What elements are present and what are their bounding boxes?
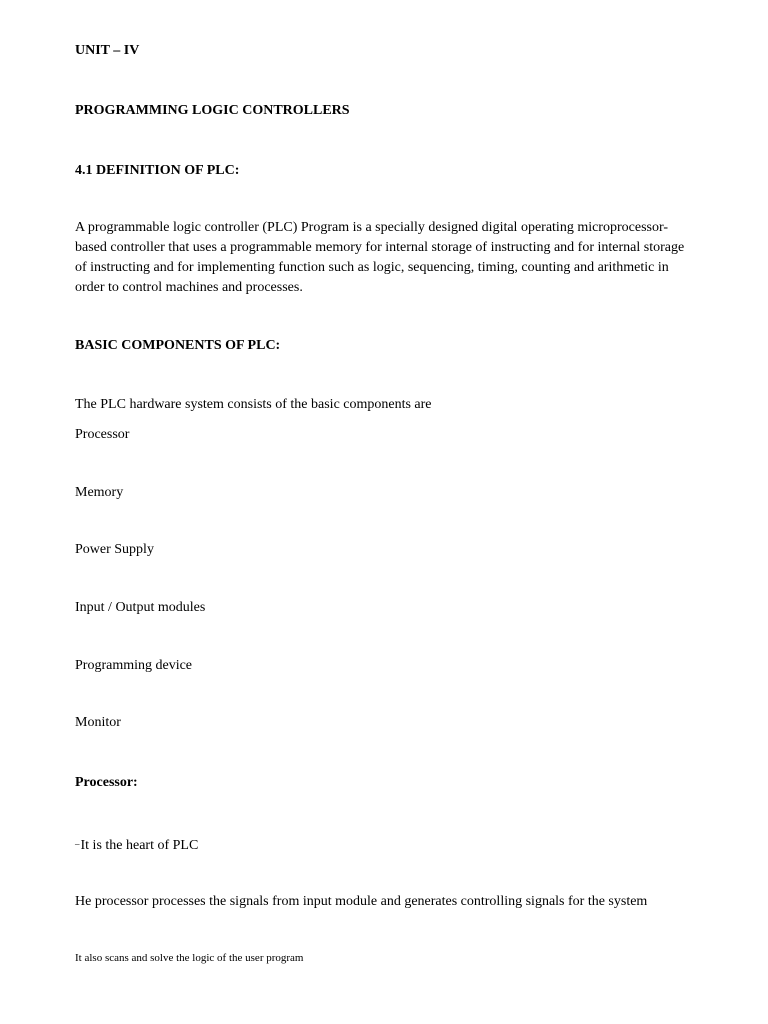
definition-line: order to control machines and processes. <box>75 280 303 295</box>
section-heading: 4.1 DEFINITION OF PLC: <box>75 163 240 178</box>
component-item: Memory <box>75 485 124 500</box>
component-item: Processor <box>75 427 130 442</box>
components-heading: BASIC COMPONENTS OF PLC: <box>75 338 281 353</box>
processor-heading: Processor: <box>75 775 138 790</box>
unit-heading: UNIT – IV <box>75 43 140 58</box>
definition-line: A programmable logic controller (PLC) Program is a specially designed digital operating microprocessor- <box>75 220 669 235</box>
component-item: Input / Output modules <box>75 600 206 615</box>
definition-line: of instructing and for implementing function such as logic, sequencing, timing, counting and arithmetic in <box>75 260 669 275</box>
chapter-title: PROGRAMMING LOGIC CONTROLLERS <box>75 103 350 118</box>
component-item: Monitor <box>75 715 121 730</box>
processor-scan-note: It also scans and solve the logic of the user program <box>75 952 304 964</box>
components-intro: The PLC hardware system consists of the basic components are <box>75 397 432 412</box>
bullet-mark: – <box>75 839 80 849</box>
definition-line: based controller that uses a programmable memory for internal storage of instructing and for internal storage <box>75 240 685 255</box>
processor-description: He processor processes the signals from input module and generates controlling signals for the system <box>75 894 648 909</box>
definition-paragraph <box>75 218 715 298</box>
processor-point-text: It is the heart of PLC <box>80 838 199 853</box>
component-item: Programming device <box>75 658 193 673</box>
component-item: Power Supply <box>75 542 154 557</box>
processor-point <box>75 834 198 856</box>
